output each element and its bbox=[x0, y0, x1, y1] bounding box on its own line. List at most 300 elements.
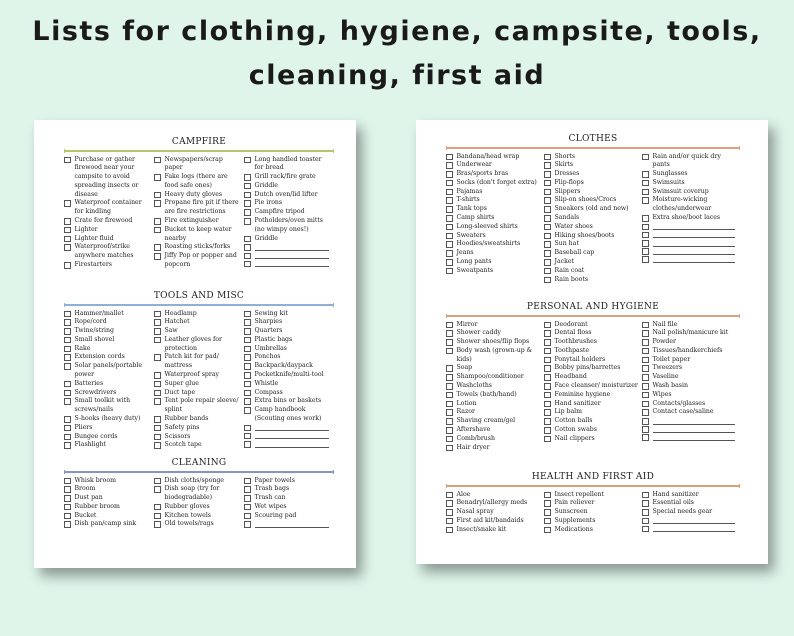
checklist-item-label: Jeans bbox=[456, 249, 474, 257]
checklist-item bbox=[544, 508, 639, 517]
checkbox[interactable] bbox=[642, 365, 649, 372]
checkbox[interactable] bbox=[446, 330, 453, 337]
checklist-item bbox=[544, 196, 639, 205]
checkbox[interactable] bbox=[64, 200, 71, 207]
checklist-item bbox=[64, 494, 151, 503]
checklist-item-label: Safety pins bbox=[164, 423, 200, 431]
checkbox[interactable] bbox=[446, 189, 453, 196]
checklist-item-label: Dish soap (try for biodegradable) bbox=[164, 485, 220, 502]
checkbox[interactable] bbox=[544, 180, 551, 187]
checkbox[interactable] bbox=[446, 322, 453, 329]
write-in-line[interactable] bbox=[653, 223, 736, 231]
checkbox[interactable] bbox=[64, 218, 71, 225]
checklist-item bbox=[64, 199, 151, 217]
checkbox[interactable] bbox=[154, 218, 161, 225]
write-in-line[interactable] bbox=[653, 517, 736, 525]
checkbox[interactable] bbox=[642, 322, 649, 329]
checklist-item bbox=[64, 433, 151, 442]
checkbox[interactable] bbox=[446, 445, 453, 452]
checkbox[interactable] bbox=[446, 162, 453, 169]
checkbox[interactable] bbox=[244, 200, 251, 207]
checklist-item-label: Leather gloves for protection bbox=[164, 335, 222, 352]
checkbox[interactable] bbox=[154, 253, 161, 260]
checkbox[interactable] bbox=[544, 500, 551, 507]
checklist-item-label: Sun hat bbox=[554, 240, 579, 248]
checkbox[interactable] bbox=[244, 363, 251, 370]
section-divider bbox=[64, 471, 334, 473]
checkbox[interactable] bbox=[244, 261, 251, 268]
checkbox[interactable] bbox=[64, 319, 71, 326]
checkbox[interactable] bbox=[64, 227, 71, 234]
checkbox[interactable] bbox=[154, 398, 161, 405]
checkbox[interactable] bbox=[244, 478, 251, 485]
checkbox[interactable] bbox=[642, 518, 649, 525]
checkbox[interactable] bbox=[446, 259, 453, 266]
checkbox[interactable] bbox=[154, 486, 161, 493]
checklist-item bbox=[244, 494, 331, 503]
write-in-line[interactable] bbox=[255, 432, 330, 440]
checkbox[interactable] bbox=[244, 328, 251, 335]
checkbox[interactable] bbox=[544, 418, 551, 425]
checklist-item-label: Aloe bbox=[456, 490, 471, 498]
checkbox[interactable] bbox=[154, 319, 161, 326]
checkbox[interactable] bbox=[544, 171, 551, 178]
checklist-item bbox=[244, 336, 331, 345]
checkbox[interactable] bbox=[64, 262, 71, 269]
checkbox[interactable] bbox=[544, 383, 551, 390]
write-in-line[interactable] bbox=[653, 425, 736, 433]
checkbox[interactable] bbox=[244, 253, 251, 260]
checkbox[interactable] bbox=[642, 401, 649, 408]
checklist-item-label: Griddle bbox=[254, 181, 278, 189]
checklist-item-label: Nasal spray bbox=[456, 508, 494, 516]
checkbox[interactable] bbox=[446, 348, 453, 355]
checkbox[interactable] bbox=[154, 244, 161, 251]
write-in-line[interactable] bbox=[653, 231, 736, 239]
checklist-item bbox=[544, 205, 639, 214]
checklist-item-label: Moisture-wicking clothes/underwear bbox=[652, 196, 712, 213]
checkbox[interactable] bbox=[446, 401, 453, 408]
checkbox[interactable] bbox=[642, 256, 649, 263]
checkbox[interactable] bbox=[64, 442, 71, 449]
checklist-item-label: Saw bbox=[164, 327, 178, 335]
checkbox[interactable] bbox=[244, 513, 251, 520]
checkbox[interactable] bbox=[544, 189, 551, 196]
checklist-item-label: Dust pan bbox=[74, 494, 103, 502]
checkbox[interactable] bbox=[64, 495, 71, 502]
checklist-item bbox=[154, 173, 241, 191]
checkbox[interactable] bbox=[154, 521, 161, 528]
checkbox[interactable] bbox=[244, 495, 251, 502]
checkbox[interactable] bbox=[544, 365, 551, 372]
checkbox[interactable] bbox=[446, 233, 453, 240]
checkbox[interactable] bbox=[244, 209, 251, 216]
checklist-item-label: Whistle bbox=[254, 379, 279, 387]
checkbox[interactable] bbox=[154, 174, 161, 181]
checklist-column bbox=[154, 477, 244, 530]
checkbox[interactable] bbox=[244, 390, 251, 397]
checkbox[interactable] bbox=[642, 154, 649, 161]
blank-checklist-item bbox=[244, 520, 331, 528]
write-in-line[interactable] bbox=[653, 247, 736, 255]
checkbox[interactable] bbox=[544, 233, 551, 240]
checklist-item bbox=[154, 441, 241, 450]
write-in-line[interactable] bbox=[255, 520, 330, 528]
checkbox[interactable] bbox=[154, 200, 161, 207]
checkbox[interactable] bbox=[154, 390, 161, 397]
checkbox[interactable] bbox=[244, 244, 251, 251]
checkbox[interactable] bbox=[244, 337, 251, 344]
checkbox[interactable] bbox=[244, 372, 251, 379]
checkbox[interactable] bbox=[544, 392, 551, 399]
checklist-item bbox=[544, 321, 639, 330]
checkbox[interactable] bbox=[244, 381, 251, 388]
checkbox[interactable] bbox=[154, 227, 161, 234]
checkbox[interactable] bbox=[446, 418, 453, 425]
checkbox[interactable] bbox=[64, 346, 71, 353]
checkbox[interactable] bbox=[64, 416, 71, 423]
checkbox[interactable] bbox=[544, 162, 551, 169]
checkbox[interactable] bbox=[642, 248, 649, 255]
checkbox[interactable] bbox=[64, 311, 71, 318]
checklist-item bbox=[544, 526, 639, 535]
checklist-item bbox=[64, 261, 151, 270]
checklist-item bbox=[446, 214, 541, 223]
checkbox[interactable] bbox=[544, 401, 551, 408]
checklist-item bbox=[244, 389, 331, 398]
checkbox[interactable] bbox=[446, 383, 453, 390]
checklist-item bbox=[446, 179, 541, 188]
checkbox[interactable] bbox=[154, 504, 161, 511]
checkbox[interactable] bbox=[64, 425, 71, 432]
checklist-item-label: Hair dryer bbox=[456, 443, 490, 451]
checklist-item-label: Bucket to keep water nearby bbox=[164, 225, 232, 242]
checklist-column bbox=[446, 153, 544, 285]
checkbox[interactable] bbox=[154, 372, 161, 379]
checklist-item bbox=[64, 327, 151, 336]
checklist-item bbox=[544, 267, 639, 276]
checklist-item bbox=[446, 240, 541, 249]
checkbox[interactable] bbox=[64, 521, 71, 528]
checkbox[interactable] bbox=[154, 328, 161, 335]
checkbox[interactable] bbox=[544, 224, 551, 231]
checkbox[interactable] bbox=[544, 322, 551, 329]
checklist-item bbox=[154, 191, 241, 200]
checklist-item-label: Old towels/rags bbox=[164, 520, 214, 528]
checkbox[interactable] bbox=[544, 215, 551, 222]
checkbox[interactable] bbox=[244, 319, 251, 326]
section-divider bbox=[446, 315, 740, 317]
checkbox[interactable] bbox=[544, 330, 551, 337]
checklist-item-label: Bandana/head wrap bbox=[456, 152, 520, 160]
checkbox[interactable] bbox=[64, 157, 71, 164]
checklist-item bbox=[446, 258, 541, 267]
checkbox[interactable] bbox=[642, 339, 649, 346]
checklist-item-label: Wash basin bbox=[652, 382, 688, 390]
checkbox[interactable] bbox=[244, 236, 251, 243]
checklist-item-label: Ponytail holders bbox=[554, 355, 606, 363]
blank-checklist-item bbox=[244, 432, 331, 440]
checklist-item bbox=[446, 373, 541, 382]
checklist-item-label: Heavy duty gloves bbox=[164, 190, 223, 198]
checkbox[interactable] bbox=[544, 509, 551, 516]
checkbox[interactable] bbox=[64, 513, 71, 520]
checkbox[interactable] bbox=[544, 427, 551, 434]
checkbox[interactable] bbox=[154, 354, 161, 361]
checkbox[interactable] bbox=[544, 241, 551, 248]
checkbox[interactable] bbox=[64, 398, 71, 405]
checkbox[interactable] bbox=[544, 409, 551, 416]
checkbox[interactable] bbox=[544, 197, 551, 204]
checkbox[interactable] bbox=[642, 330, 649, 337]
checkbox[interactable] bbox=[544, 259, 551, 266]
checkbox[interactable] bbox=[642, 409, 649, 416]
checklist-item-label: Contact case/saline bbox=[652, 408, 714, 416]
checkbox[interactable] bbox=[244, 311, 251, 318]
checkbox[interactable] bbox=[244, 218, 251, 225]
checklist-item bbox=[154, 327, 241, 336]
section-divider bbox=[64, 150, 334, 152]
checkbox[interactable] bbox=[64, 390, 71, 397]
blank-checklist-item bbox=[642, 425, 737, 433]
checklist-column bbox=[642, 321, 740, 453]
checkbox[interactable] bbox=[446, 427, 453, 434]
checkbox[interactable] bbox=[446, 154, 453, 161]
checkbox[interactable] bbox=[642, 240, 649, 247]
checklist-item-label: Underwear bbox=[456, 161, 492, 169]
checklist-item bbox=[64, 345, 151, 354]
checkbox[interactable] bbox=[64, 363, 71, 370]
checkbox[interactable] bbox=[544, 357, 551, 364]
checkbox[interactable] bbox=[544, 492, 551, 499]
write-in-line[interactable] bbox=[653, 239, 736, 247]
checkbox[interactable] bbox=[642, 348, 649, 355]
checkbox[interactable] bbox=[244, 354, 251, 361]
checkbox[interactable] bbox=[446, 374, 453, 381]
checkbox[interactable] bbox=[446, 180, 453, 187]
checkbox[interactable] bbox=[64, 486, 71, 493]
checkbox[interactable] bbox=[446, 215, 453, 222]
checkbox[interactable] bbox=[642, 189, 649, 196]
write-in-line[interactable] bbox=[255, 440, 330, 448]
checkbox[interactable] bbox=[642, 357, 649, 364]
checklist-item bbox=[642, 347, 737, 356]
checklist-item-label: Tissues/handkerchiefs bbox=[652, 346, 723, 354]
checkbox[interactable] bbox=[544, 154, 551, 161]
checkbox[interactable] bbox=[544, 250, 551, 257]
checkbox[interactable] bbox=[244, 433, 251, 440]
checklist-item bbox=[154, 415, 241, 424]
checklist-item bbox=[154, 353, 241, 371]
checkbox[interactable] bbox=[64, 236, 71, 243]
checkbox[interactable] bbox=[244, 346, 251, 353]
checkbox[interactable] bbox=[154, 442, 161, 449]
checkbox[interactable] bbox=[544, 277, 551, 284]
write-in-line[interactable] bbox=[255, 260, 330, 268]
checklist-item-label: S-hooks (heavy duty) bbox=[74, 415, 141, 423]
write-in-line[interactable] bbox=[653, 525, 736, 533]
checklist-item bbox=[154, 156, 241, 174]
checkbox[interactable] bbox=[642, 383, 649, 390]
blank-checklist-item bbox=[642, 517, 737, 525]
checkbox[interactable] bbox=[244, 407, 251, 414]
checklist-item bbox=[642, 382, 737, 391]
checkbox[interactable] bbox=[446, 409, 453, 416]
checklist-item-label: Newspapers/scrap paper bbox=[164, 155, 223, 172]
checkbox[interactable] bbox=[446, 224, 453, 231]
checkbox[interactable] bbox=[154, 434, 161, 441]
checkbox[interactable] bbox=[642, 224, 649, 231]
write-in-line[interactable] bbox=[255, 252, 330, 260]
checklist-item-label: Shower caddy bbox=[456, 329, 501, 337]
checkbox[interactable] bbox=[446, 436, 453, 443]
checklist-column bbox=[244, 477, 334, 530]
checkbox[interactable] bbox=[154, 416, 161, 423]
checkbox[interactable] bbox=[64, 434, 71, 441]
checklist-item bbox=[154, 485, 241, 503]
checkbox[interactable] bbox=[642, 197, 649, 204]
checkbox[interactable] bbox=[154, 478, 161, 485]
checklist-item bbox=[446, 499, 541, 508]
checkbox[interactable] bbox=[642, 392, 649, 399]
checkbox[interactable] bbox=[544, 206, 551, 213]
checkbox[interactable] bbox=[544, 374, 551, 381]
checkbox[interactable] bbox=[244, 521, 251, 528]
section-health-and-first-aid bbox=[446, 471, 740, 534]
checkbox[interactable] bbox=[244, 157, 251, 164]
checkbox[interactable] bbox=[642, 526, 649, 533]
checkbox[interactable] bbox=[244, 398, 251, 405]
checklist-column bbox=[446, 491, 544, 535]
checkbox[interactable] bbox=[544, 518, 551, 525]
checkbox[interactable] bbox=[154, 381, 161, 388]
write-in-line[interactable] bbox=[255, 243, 330, 251]
section-tools-and-misc bbox=[64, 290, 334, 450]
checklist-item-label: Nail clippers bbox=[554, 434, 595, 442]
checklist-item bbox=[446, 205, 541, 214]
checkbox[interactable] bbox=[642, 171, 649, 178]
checkbox[interactable] bbox=[446, 339, 453, 346]
checklist-item bbox=[446, 526, 541, 535]
section-divider bbox=[446, 485, 740, 487]
checkbox[interactable] bbox=[154, 157, 161, 164]
checklist-item bbox=[244, 235, 331, 244]
checklist-item bbox=[446, 153, 541, 162]
checklist-item bbox=[244, 327, 331, 336]
checklist-item-label: Long pants bbox=[456, 258, 492, 266]
checkbox[interactable] bbox=[446, 365, 453, 372]
checklist-item-label: Flashlight bbox=[74, 441, 107, 449]
checklist-item-label: Toilet paper bbox=[652, 355, 691, 363]
checkbox[interactable] bbox=[642, 215, 649, 222]
checklist-item-label: Ponchos bbox=[254, 353, 281, 361]
checklist-item bbox=[64, 318, 151, 327]
checkbox[interactable] bbox=[244, 192, 251, 199]
checkbox[interactable] bbox=[544, 436, 551, 443]
checklist-item-label: Sewing kit bbox=[254, 309, 288, 317]
checkbox[interactable] bbox=[154, 192, 161, 199]
checkbox[interactable] bbox=[544, 348, 551, 355]
checkbox[interactable] bbox=[642, 180, 649, 187]
checkbox[interactable] bbox=[642, 509, 649, 516]
checkbox[interactable] bbox=[642, 492, 649, 499]
checkbox[interactable] bbox=[544, 527, 551, 534]
checkbox[interactable] bbox=[244, 441, 251, 448]
checkbox[interactable] bbox=[446, 509, 453, 516]
checkbox[interactable] bbox=[244, 425, 251, 432]
checkbox[interactable] bbox=[446, 492, 453, 499]
section-personal-and-hygiene bbox=[446, 301, 740, 452]
checkbox[interactable] bbox=[642, 500, 649, 507]
checkbox[interactable] bbox=[446, 518, 453, 525]
checkbox[interactable] bbox=[154, 311, 161, 318]
checkbox[interactable] bbox=[244, 504, 251, 511]
checkbox[interactable] bbox=[446, 241, 453, 248]
checklist-item bbox=[64, 503, 151, 512]
checkbox[interactable] bbox=[64, 478, 71, 485]
checklist-item-label: Paper towels bbox=[254, 476, 295, 484]
checklist-item bbox=[446, 444, 541, 453]
checklist-column bbox=[154, 156, 244, 270]
checklist-column bbox=[446, 321, 544, 453]
checklist-item-label: Hammer/mallet bbox=[74, 309, 124, 317]
write-in-line[interactable] bbox=[653, 433, 736, 441]
checkbox[interactable] bbox=[154, 513, 161, 520]
write-in-line[interactable] bbox=[255, 424, 330, 432]
checkbox[interactable] bbox=[446, 392, 453, 399]
checkbox[interactable] bbox=[544, 339, 551, 346]
checklist-item bbox=[446, 188, 541, 197]
checkbox[interactable] bbox=[544, 268, 551, 275]
checklist-item bbox=[244, 318, 331, 327]
checklist-item-label: Grill rack/fire grate bbox=[254, 173, 316, 181]
checklist-item-label: Pain reliever bbox=[554, 499, 595, 507]
checkbox[interactable] bbox=[446, 171, 453, 178]
checklist-item bbox=[64, 336, 151, 345]
checklist-item bbox=[64, 389, 151, 398]
write-in-line[interactable] bbox=[653, 255, 736, 263]
write-in-line[interactable] bbox=[653, 417, 736, 425]
checkbox[interactable] bbox=[642, 374, 649, 381]
checkbox[interactable] bbox=[64, 354, 71, 361]
checklist-item-label: Sneakers (old and new) bbox=[554, 205, 629, 213]
checkbox[interactable] bbox=[154, 337, 161, 344]
checkbox[interactable] bbox=[446, 268, 453, 275]
checkbox[interactable] bbox=[446, 527, 453, 534]
checkbox[interactable] bbox=[64, 504, 71, 511]
checkbox[interactable] bbox=[642, 232, 649, 239]
checkbox[interactable] bbox=[244, 174, 251, 181]
checklist-item-label: Vaseline bbox=[652, 373, 679, 381]
checkbox[interactable] bbox=[446, 500, 453, 507]
checkbox[interactable] bbox=[64, 244, 71, 251]
checkbox[interactable] bbox=[154, 425, 161, 432]
checklist-item-label: Bobby pins/barrettes bbox=[554, 364, 621, 372]
checkbox[interactable] bbox=[642, 426, 649, 433]
checkbox[interactable] bbox=[642, 418, 649, 425]
checkbox[interactable] bbox=[64, 328, 71, 335]
checkbox[interactable] bbox=[446, 197, 453, 204]
checklist-item-label: Pliers bbox=[74, 423, 93, 431]
checkbox[interactable] bbox=[64, 337, 71, 344]
checkbox[interactable] bbox=[642, 434, 649, 441]
checkbox[interactable] bbox=[446, 206, 453, 213]
checkbox[interactable] bbox=[446, 250, 453, 257]
checklist-item bbox=[244, 485, 331, 494]
checkbox[interactable] bbox=[244, 183, 251, 190]
checkbox[interactable] bbox=[244, 486, 251, 493]
checkbox[interactable] bbox=[64, 381, 71, 388]
